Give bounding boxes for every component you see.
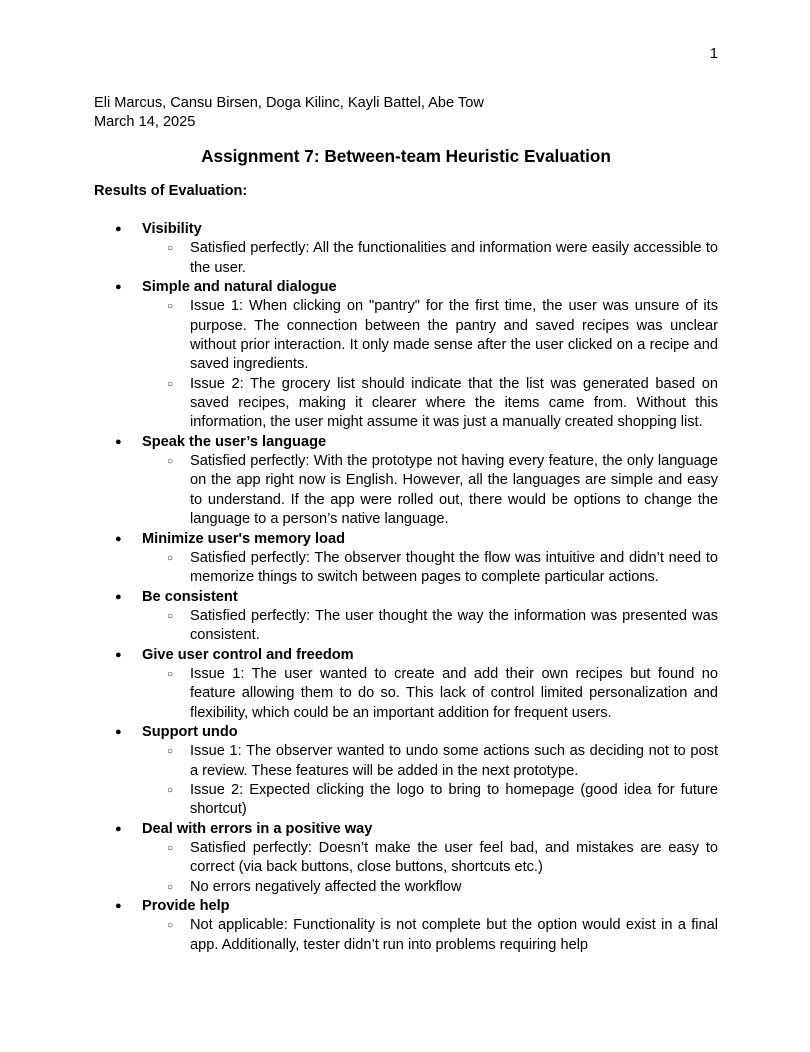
finding-text: Issue 1: The observer wanted to undo some actions such as deciding not to post a review. These features will be added in the next prototype. [190,743,718,779]
document-title: Assignment 7: Between-team Heuristic Evaluation [201,146,611,166]
author-block [94,94,484,132]
criterion-visibility [94,220,718,278]
criterion-support-undo [94,723,718,820]
criterion-heading [94,433,718,452]
bullet-circle: ○ [167,243,174,255]
bullet-circle: ○ [167,552,174,564]
finding-text: Issue 1: The user wanted to create and add their own recipes but found no feature allowing them to do so. This lack of control limited personalization and flexibility, which could be an important addition for frequent users. [190,665,718,721]
criterion-heading [94,646,718,665]
bullet-disc: ● [115,900,122,913]
criterion-name: Be consistent [142,588,238,605]
bullet-disc: ● [115,822,122,835]
finding-item [94,239,718,278]
criterion-name: Speak the user’s language [142,433,327,450]
criterion-memory-load [94,530,718,588]
bullet-circle: ○ [167,746,174,758]
finding-text: Satisfied perfectly: The user thought the way the information was presented was consistent. [190,607,718,644]
finding-item [94,839,718,878]
finding-text: No errors negatively affected the workflow [190,878,462,895]
criterion-name: Provide help [142,898,230,915]
finding-item [94,549,718,588]
finding-text: Satisfied perfectly: With the prototype not having every feature, the only language on the app right now is English. However, all the languages are simple and easy to understand. If the app were rolled out, there would be options to change the language to a person’s native language. [190,453,718,528]
finding-text: Not applicable: Functionality is not complete but the option would exist in a final app. Additionally, tester didn’t run into problems requiring help [190,917,718,953]
finding-item [94,916,718,955]
criteria-list [94,220,718,955]
bullet-circle: ○ [167,881,174,893]
criterion-errors [94,820,718,897]
finding-item [94,878,718,897]
bullet-circle: ○ [167,610,174,622]
bullet-disc: ● [115,281,122,294]
criterion-users-language [94,433,718,530]
bullet-disc: ● [115,435,122,448]
criterion-heading [94,278,718,297]
criterion-heading [94,820,718,839]
criterion-control-freedom [94,646,718,723]
bullet-circle: ○ [167,301,174,313]
criterion-provide-help [94,897,718,955]
finding-text: Satisfied perfectly: The observer thought the flow was intuitive and didn’t need to memorize things to switch between pages to complete particular actions. [190,549,718,586]
bullet-circle: ○ [167,456,174,468]
bullet-disc: ● [115,223,122,235]
finding-item [94,781,718,820]
finding-item [94,742,718,781]
criterion-simple-dialogue [94,278,718,433]
bullet-disc: ● [115,725,122,738]
section-heading: Results of Evaluation: [94,183,248,199]
bullet-disc: ● [115,648,122,661]
criterion-name: Minimize user's memory load [142,530,345,547]
finding-text: Satisfied perfectly: Doesn’t make the user feel bad, and mistakes are easy to correct (via back buttons, close buttons, shortcuts etc.) [190,840,718,876]
finding-item [94,375,718,433]
finding-item [94,607,718,646]
criterion-consistent [94,588,718,646]
finding-item [94,665,718,723]
bullet-circle: ○ [167,843,174,854]
bullet-circle: ○ [167,668,174,680]
criterion-heading [94,220,718,239]
criterion-name: Give user control and freedom [142,646,354,663]
bullet-disc: ● [115,532,122,545]
criterion-name: Deal with errors in a positive way [142,820,373,837]
criterion-heading [94,897,718,916]
bullet-circle: ○ [167,920,174,932]
date-line: March 14, 2025 [94,114,196,130]
finding-text: Issue 1: When clicking on "pantry" for the first time, the user was unsure of its purpose. The connection between the pantry and saved recipes was unclear without prior interaction. It only made sense after the user clicked on a recipe and saved ingredients. [190,298,718,373]
finding-item [94,452,718,529]
bullet-disc: ● [115,590,122,603]
bullet-circle: ○ [167,784,174,796]
page-number: 1 [709,46,718,62]
finding-text: Satisfied perfectly: All the functionalities and information were easily accessible to the user. [190,240,718,276]
finding-item [94,297,718,374]
authors-line: Eli Marcus, Cansu Birsen, Doga Kilinc, Kayli Battel, Abe Tow [94,95,484,111]
finding-text: Issue 2: Expected clicking the logo to bring to homepage (good idea for future shortcut) [190,781,718,818]
finding-text: Issue 2: The grocery list should indicate that the list was generated based on saved recipes, making it clearer where the items came from. Without this information, the user might assume it was just a manually created shopping list. [190,375,718,431]
criterion-heading [94,588,718,607]
criterion-name: Support undo [142,723,238,740]
criterion-name: Visibility [142,221,202,237]
bullet-circle: ○ [167,378,174,390]
criterion-name: Simple and natural dialogue [142,279,337,296]
criterion-heading [94,723,718,742]
criterion-heading [94,530,718,549]
